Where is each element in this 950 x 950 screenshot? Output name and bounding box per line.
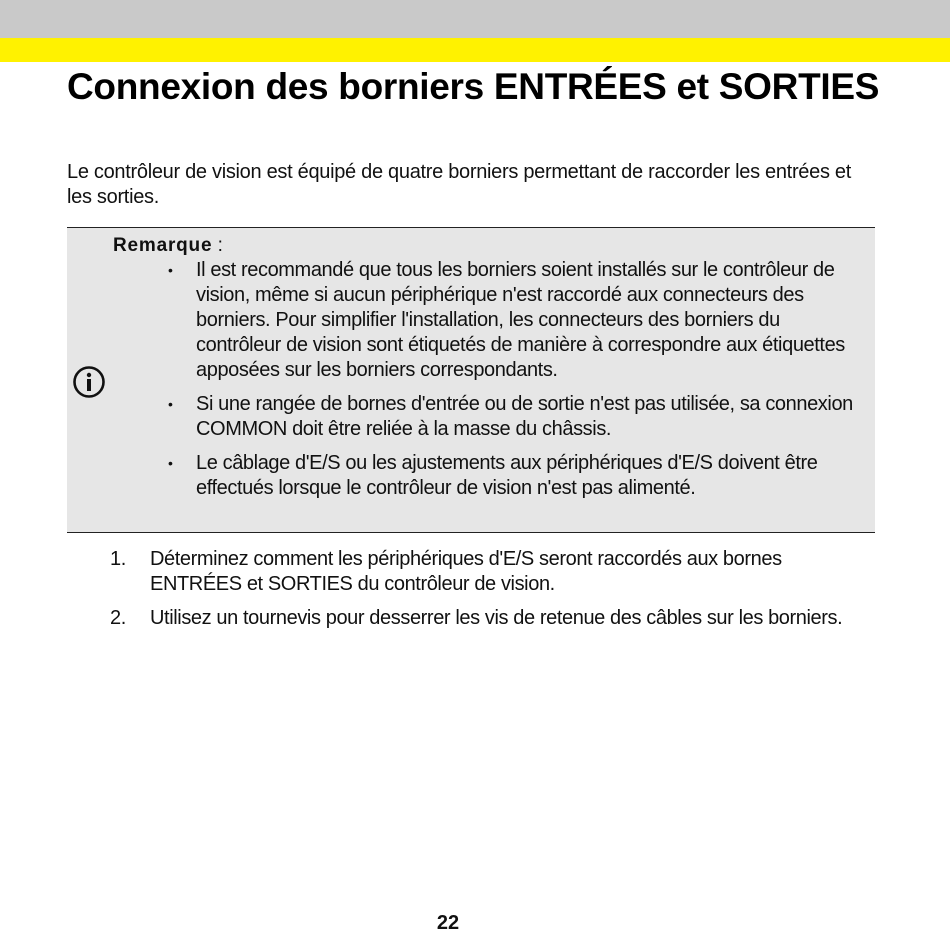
header-gray-band	[0, 0, 950, 38]
note-label	[113, 233, 223, 259]
intro-paragraph: Le contrôleur de vision est équipé de quatre borniers permettant de raccorder les entrées et les sorties.	[67, 161, 851, 208]
step-item	[108, 547, 878, 597]
header-yellow-band	[0, 38, 950, 62]
bullet-icon: •	[168, 455, 173, 471]
note-item-text: Le câblage d'E/S ou les ajustements aux périphériques d'E/S doivent être effectués lorsque le contrôleur de vision n'est pas alimenté.	[196, 452, 818, 499]
bullet-icon: •	[168, 262, 173, 278]
note-item-text: Si une rangée de bornes d'entrée ou de sortie n'est pas utilisée, sa connexion COMMON doit être reliée à la masse du châssis.	[196, 393, 853, 440]
note-label-suffix: :	[212, 235, 223, 256]
note-list	[161, 258, 861, 510]
note-label-text: Remarque	[113, 235, 213, 256]
bullet-icon: •	[168, 396, 173, 412]
step-number: 2.	[110, 607, 126, 629]
step-text: Déterminez comment les périphériques d'E/S seront raccordés aux bornes ENTRÉES et SORTIES du contrôleur de vision.	[150, 548, 782, 595]
note-list-item	[161, 451, 861, 501]
note-item-text: Il est recommandé que tous les borniers soient installés sur le contrôleur de vision, même si aucun périphérique n'est raccordé aux connecteurs des borniers. Pour simplifier l'installation, les connecteurs des borniers du contrôleur de vision sont étiquetés de manière à correspondre aux étiquettes apposées sur les borniers correspondants.	[196, 259, 845, 381]
note-box	[67, 227, 875, 533]
step-item	[108, 606, 878, 631]
note-list-item	[161, 392, 861, 442]
note-list-item	[161, 258, 861, 383]
steps-list	[108, 547, 878, 640]
step-number: 1.	[110, 548, 126, 570]
page-title: Connexion des borniers ENTRÉES et SORTIES	[67, 66, 880, 107]
step-text: Utilisez un tournevis pour desserrer les vis de retenue des câbles sur les borniers.	[150, 607, 843, 629]
page-number: 22	[436, 912, 460, 934]
info-circle-icon	[72, 365, 106, 399]
